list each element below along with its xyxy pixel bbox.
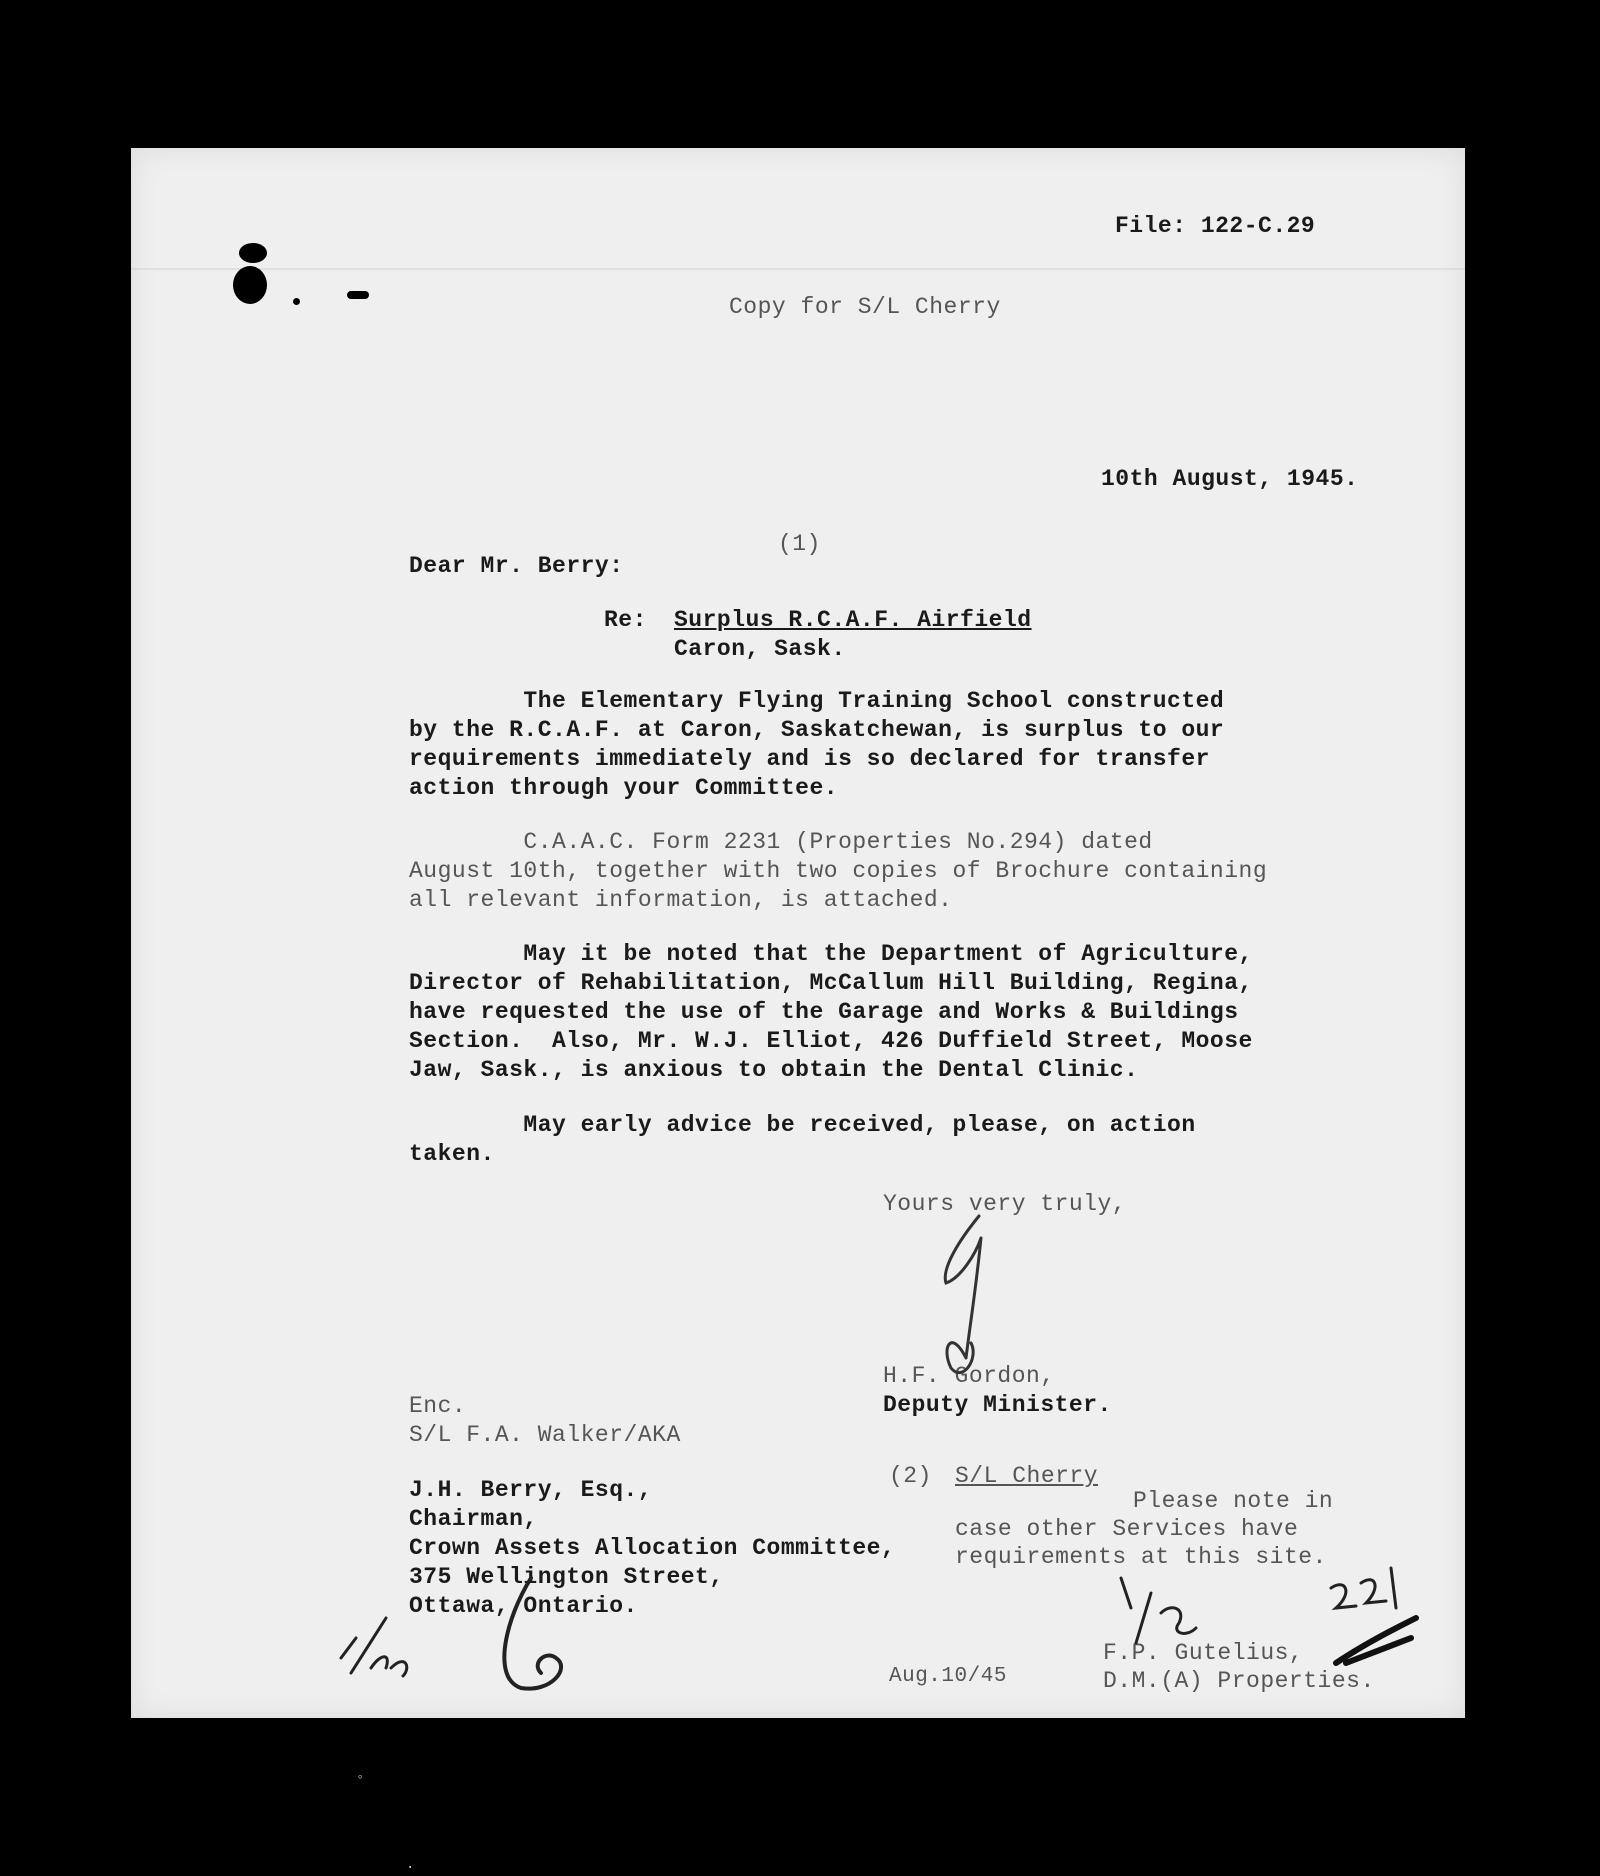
letter-date: 10th August, 1945.: [1101, 466, 1359, 492]
annotation-number-1: (1): [778, 531, 821, 557]
text-line: requirements immediately and is so declared for transfer: [409, 746, 1210, 772]
annotation-number-2: (2): [889, 1463, 932, 1489]
gutelius-title: D.M.(A) Properties.: [1103, 1668, 1375, 1694]
ink-blot: [239, 243, 267, 263]
ink-blot: [347, 291, 369, 299]
text-line: Jaw, Sask., is anxious to obtain the Dental Clinic.: [409, 1057, 1139, 1083]
text-line: taken.: [409, 1141, 495, 1167]
re-label: Re:: [604, 607, 647, 633]
enclosure-note: Enc.: [409, 1393, 467, 1419]
signer-title: Deputy Minister.: [883, 1392, 1112, 1418]
text-line: May early advice be received, please, on action: [409, 1112, 1196, 1138]
address-line: 375 Wellington Street,: [409, 1564, 724, 1590]
text-line: by the R.C.A.F. at Caron, Saskatchewan, is surplus to our: [409, 717, 1225, 743]
address-line: Ottawa, Ontario.: [409, 1593, 638, 1619]
address-line: J.H. Berry, Esq.,: [409, 1477, 653, 1503]
text-line: August 10th, together with two copies of Brochure containing: [409, 858, 1268, 884]
scan-speck: ·: [406, 1860, 415, 1876]
subject-location: Caron, Sask.: [674, 636, 846, 662]
address-line: Chairman,: [409, 1506, 538, 1532]
subject-line: Surplus R.C.A.F. Airfield: [674, 607, 1032, 633]
letter-page: [131, 148, 1465, 1718]
text-line: The Elementary Flying Training School constructed: [409, 688, 1225, 714]
ink-blot: [293, 298, 300, 305]
text-line: Section. Also, Mr. W.J. Elliot, 426 Duffield Street, Moose: [409, 1028, 1253, 1054]
file-reference: File: 122-C.29: [1115, 213, 1316, 239]
handwritten-marks-right: [1091, 1568, 1451, 1678]
scan-speck: ◦: [356, 1770, 365, 1786]
paragraph-2: [409, 828, 1267, 915]
note-line: Please note in: [1133, 1488, 1334, 1514]
closing: Yours very truly,: [883, 1191, 1127, 1217]
cc-line: S/L F.A. Walker/AKA: [409, 1422, 681, 1448]
copy-for-note: Copy for S/L Cherry: [729, 294, 1001, 320]
note-line: requirements at this site.: [955, 1544, 1327, 1570]
signature-mark: [921, 1208, 1031, 1398]
signer-name: H.F. Gordon,: [883, 1363, 1055, 1389]
text-line: have requested the use of the Garage and Works & Buildings: [409, 999, 1239, 1025]
text-line: C.A.A.C. Form 2231 (Properties No.294) dated: [409, 829, 1153, 855]
note-line: case other Services have: [955, 1516, 1299, 1542]
text-line: action through your Committee.: [409, 775, 839, 801]
gutelius-name: F.P. Gutelius,: [1103, 1640, 1304, 1666]
text-line: all relevant information, is attached.: [409, 887, 953, 913]
text-line: May it be noted that the Department of Agriculture,: [409, 941, 1253, 967]
cherry-reference: S/L Cherry: [955, 1463, 1099, 1489]
paragraph-4: [409, 1111, 1196, 1169]
address-line: Crown Assets Allocation Committee,: [409, 1535, 896, 1561]
text-line: Director of Rehabilitation, McCallum Hill Building, Regina,: [409, 970, 1253, 996]
paragraph-3: [409, 940, 1253, 1085]
handwritten-initials: [331, 1558, 611, 1708]
salutation: Dear Mr. Berry:: [409, 553, 624, 579]
paragraph-1: [409, 687, 1224, 803]
ink-blot: [233, 266, 267, 304]
date-stamp: Aug.10/45: [889, 1665, 1007, 1688]
